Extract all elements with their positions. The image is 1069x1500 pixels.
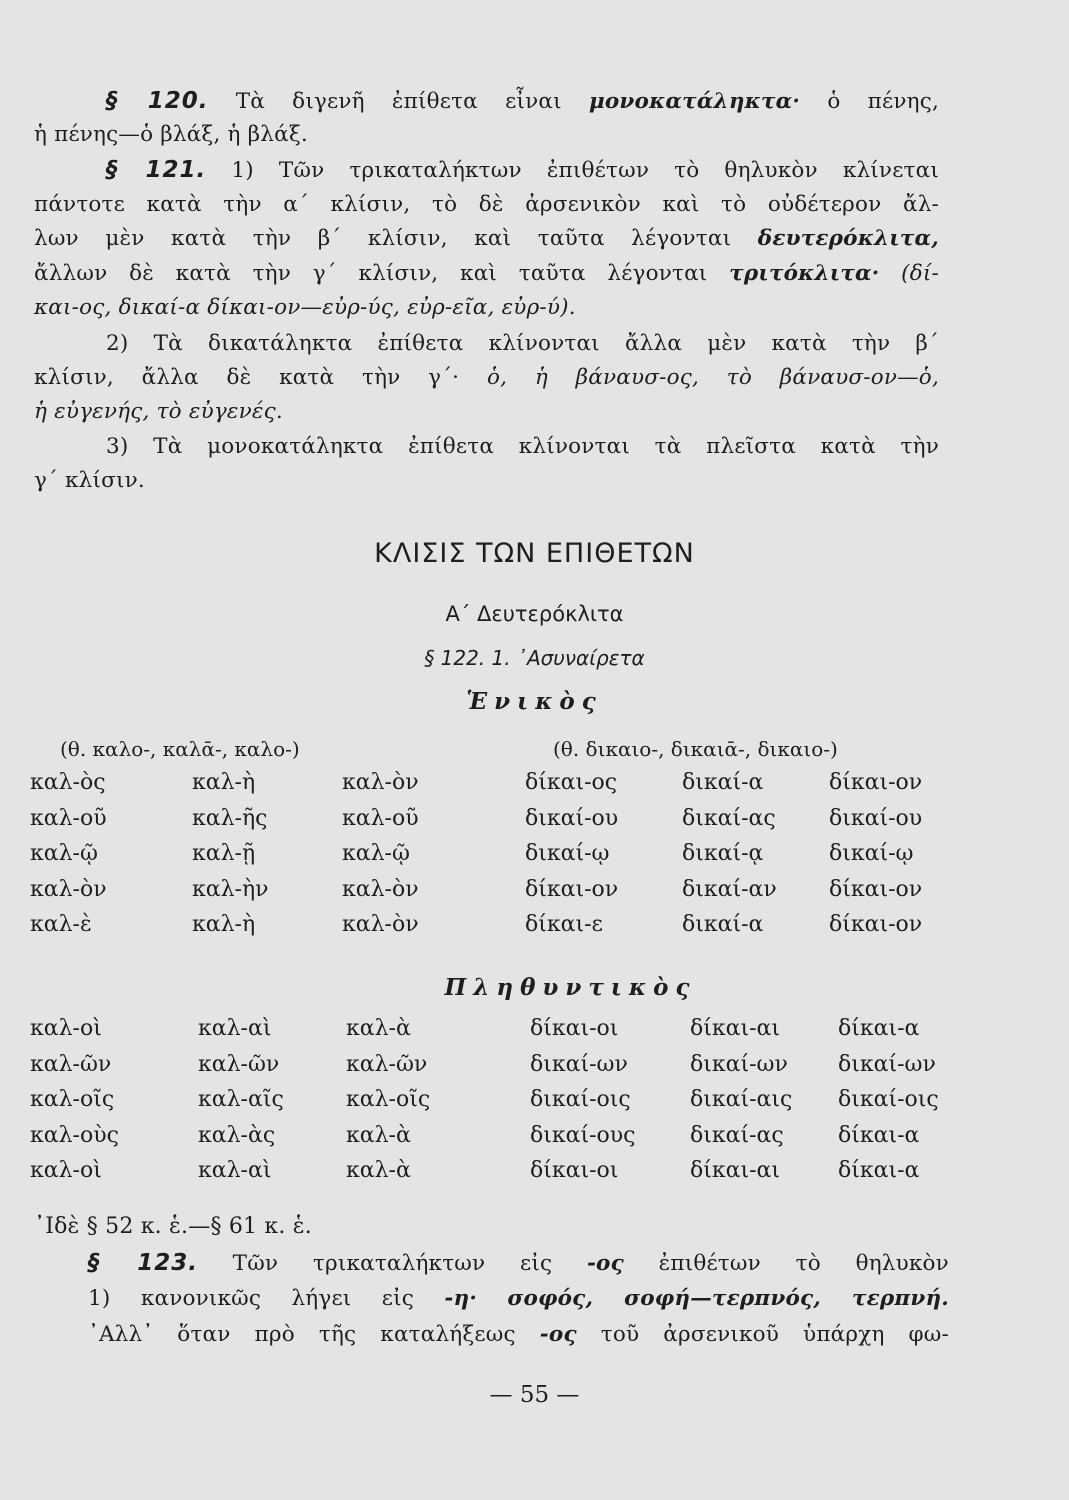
singular-cell: καλ-ὴν bbox=[192, 876, 269, 902]
singular-cell: δικαί-ου bbox=[525, 805, 619, 831]
singular-cell: δικαί-ου bbox=[829, 805, 923, 831]
plural-cell: καλ-οὺς bbox=[30, 1122, 119, 1148]
singular-cell: δικαί-α bbox=[682, 912, 764, 937]
see-also-ref: ᾽Ιδὲ § 52 κ. ἑ.—§ 61 κ. ἑ. bbox=[34, 1214, 312, 1239]
singular-cell: καλ-ὴ bbox=[192, 770, 256, 795]
plural-cell: δικαί-οις bbox=[530, 1087, 631, 1112]
singular-cell: δικαί-ῳ bbox=[829, 841, 914, 866]
sec121-number: § 121. bbox=[106, 157, 207, 183]
plural-cell: δίκαι-α bbox=[838, 1158, 920, 1183]
singular-cell: καλ-ὴ bbox=[192, 912, 256, 937]
term-tritoklita: τριτόκλιτα· bbox=[729, 261, 880, 286]
stem-kalos: (θ. καλο-, καλᾱ-, καλο-) bbox=[60, 737, 300, 761]
singular-cell: δικαί-ᾳ bbox=[682, 841, 764, 866]
sec121-line7: κλίσιν, ἄλλα δὲ κατὰ τὴν γ΄· ὁ, ἡ βάναυσ-ος, τὸ βάναυσ-ον—ὁ, bbox=[34, 365, 939, 390]
singular-cell: δίκαι-ον bbox=[829, 876, 923, 902]
declension-heading: ΚΛΙΣΙΣ ΤΩΝ ΕΠΙΘΕΤΩΝ bbox=[374, 538, 695, 569]
plural-cell: δίκαι-α bbox=[838, 1122, 920, 1148]
singular-cell: καλ-ῇ bbox=[192, 841, 256, 866]
singular-cell: καλ-ὸν bbox=[342, 770, 419, 795]
singular-cell: δίκαι-ε bbox=[525, 912, 603, 937]
plural-cell: δίκαι-αι bbox=[690, 1158, 781, 1183]
sec121-line8: ἡ εὐγενής, τὸ εὐγενές. bbox=[34, 399, 283, 424]
singular-cell: δίκαι-ον bbox=[829, 912, 923, 937]
term-monokatalikta: μονοκατάληκτα· bbox=[588, 89, 801, 114]
plural-cell: καλ-ὰς bbox=[198, 1122, 276, 1148]
plural-cell: καλ-οὶ bbox=[30, 1016, 102, 1041]
plural-cell: δικαί-ων bbox=[838, 1051, 936, 1077]
sec123-line2: 1) κανονικῶς λήγει εἰς -η· σοφός, σοφή—τερπνός, τερπνή. bbox=[88, 1286, 949, 1311]
singular-label: Ἑνικὸς bbox=[466, 688, 603, 715]
sec120-line2: ἡ πένης—ὁ βλάξ, ἡ βλάξ. bbox=[34, 122, 308, 147]
singular-cell: καλ-ῷ bbox=[342, 841, 410, 866]
singular-cell: καλ-ὸν bbox=[30, 876, 107, 902]
singular-cell: καλ-οῦ bbox=[342, 805, 419, 831]
sec123-line3: ᾽Αλλ᾽ ὅταν πρὸ τῆς καταλήξεως -ος τοῦ ἀρσενικοῦ ὑπάρχη φω- bbox=[88, 1322, 949, 1347]
plural-cell: καλ-αῖς bbox=[198, 1087, 284, 1112]
stem-dikaios: (θ. δικαιο-, δικαιᾱ-, δικαιο-) bbox=[553, 737, 838, 761]
page-number: — 55 — bbox=[489, 1382, 580, 1408]
singular-cell: καλ-ὸν bbox=[342, 912, 419, 937]
plural-cell: καλ-ῶν bbox=[30, 1051, 112, 1077]
sec121-line6: 2) Τὰ δικατάληκτα ἐπίθετα κλίνονται ἄλλα μὲν κατὰ τὴν β΄ bbox=[106, 331, 939, 356]
plural-cell: δίκαι-αι bbox=[690, 1016, 781, 1041]
sec123-number: § 123. bbox=[88, 1250, 198, 1276]
plural-cell: καλ-οῖς bbox=[30, 1087, 115, 1112]
plural-cell: καλ-ὰ bbox=[346, 1158, 411, 1183]
plural-cell: καλ-αὶ bbox=[198, 1016, 272, 1041]
sec122-heading: § 122. 1. ᾽Ασυναίρετα bbox=[424, 646, 645, 670]
plural-cell: δίκαι-α bbox=[838, 1016, 920, 1041]
plural-cell: δικαί-αις bbox=[690, 1087, 793, 1112]
plural-cell: καλ-ῶν bbox=[346, 1051, 428, 1077]
plural-cell: δικαί-ων bbox=[690, 1051, 788, 1077]
term-deuteroklita: δευτερόκλιτα, bbox=[757, 226, 939, 251]
singular-cell: δικαί-ῳ bbox=[525, 841, 610, 866]
sec123-line1: § 123. Τῶν τρικαταλήκτων εἰς -ος ἐπιθέτων τὸ θηλυκὸν bbox=[88, 1250, 949, 1276]
plural-cell: δίκαι-οι bbox=[530, 1016, 619, 1041]
plural-cell: καλ-ὰ bbox=[346, 1016, 411, 1041]
sec121-line1: § 121. 1) Τῶν τρικαταλήκτων ἐπιθέτων τὸ θηλυκὸν κλίνεται bbox=[106, 157, 939, 183]
plural-cell: καλ-οῖς bbox=[346, 1087, 431, 1112]
singular-cell: καλ-ὸν bbox=[342, 876, 419, 902]
singular-cell: καλ-ὸς bbox=[30, 770, 106, 795]
plural-cell: καλ-αὶ bbox=[198, 1158, 272, 1183]
plural-cell: δικαί-οις bbox=[838, 1087, 939, 1112]
plural-cell: δίκαι-οι bbox=[530, 1158, 619, 1183]
sec121-line4: ἄλλων δὲ κατὰ τὴν γ΄ κλίσιν, καὶ ταῦτα λέγονται τριτόκλιτα· (δί- bbox=[34, 261, 939, 286]
singular-cell: καλ-ὲ bbox=[30, 912, 92, 937]
sec120-line1: § 120. Τὰ διγενῆ ἐπίθετα εἶναι μονοκατάληκτα· ὁ πένης, bbox=[106, 88, 939, 114]
singular-cell: δίκαι-ον bbox=[829, 770, 923, 795]
plural-cell: καλ-ῶν bbox=[198, 1051, 280, 1077]
plural-cell: δικαί-ους bbox=[530, 1122, 636, 1148]
singular-cell: δικαί-ας bbox=[682, 805, 776, 831]
singular-cell: δικαί-αν bbox=[682, 876, 777, 902]
plural-cell: δικαί-ας bbox=[690, 1122, 784, 1148]
sec121-line5: και-ος, δικαί-α δίκαι-ον—εὐρ-ύς, εὐρ-εῖα, εὐρ-ύ). bbox=[34, 295, 576, 320]
singular-cell: καλ-ῷ bbox=[30, 841, 98, 866]
sec121-line3: λων μὲν κατὰ τὴν β΄ κλίσιν, καὶ ταῦτα λέγονται δευτερόκλιτα, bbox=[34, 226, 939, 251]
sec121-line10: γ΄ κλίσιν. bbox=[34, 468, 145, 493]
subheading-deuteroklita: Α΄ Δευτερόκλιτα bbox=[445, 602, 624, 626]
plural-cell: καλ-οὶ bbox=[30, 1158, 102, 1183]
sec121-line2: πάντοτε κατὰ τὴν α΄ κλίσιν, τὸ δὲ ἀρσενικὸν καὶ τὸ οὐδέτερον ἄλ- bbox=[34, 192, 939, 217]
sec121-line9: 3) Τὰ μονοκατάληκτα ἐπίθετα κλίνονται τὰ πλεῖστα κατὰ τὴν bbox=[106, 434, 939, 459]
singular-cell: δίκαι-ον bbox=[525, 876, 619, 902]
singular-cell: καλ-ῆς bbox=[192, 805, 268, 831]
singular-cell: δικαί-α bbox=[682, 770, 764, 795]
singular-cell: δίκαι-ος bbox=[525, 770, 618, 795]
singular-cell: καλ-οῦ bbox=[30, 805, 107, 831]
plural-cell: καλ-ὰ bbox=[346, 1122, 411, 1148]
plural-cell: δικαί-ων bbox=[530, 1051, 628, 1077]
sec120-number: § 120. bbox=[106, 88, 209, 114]
plural-label: Πληθυντικὸς bbox=[444, 974, 697, 1001]
